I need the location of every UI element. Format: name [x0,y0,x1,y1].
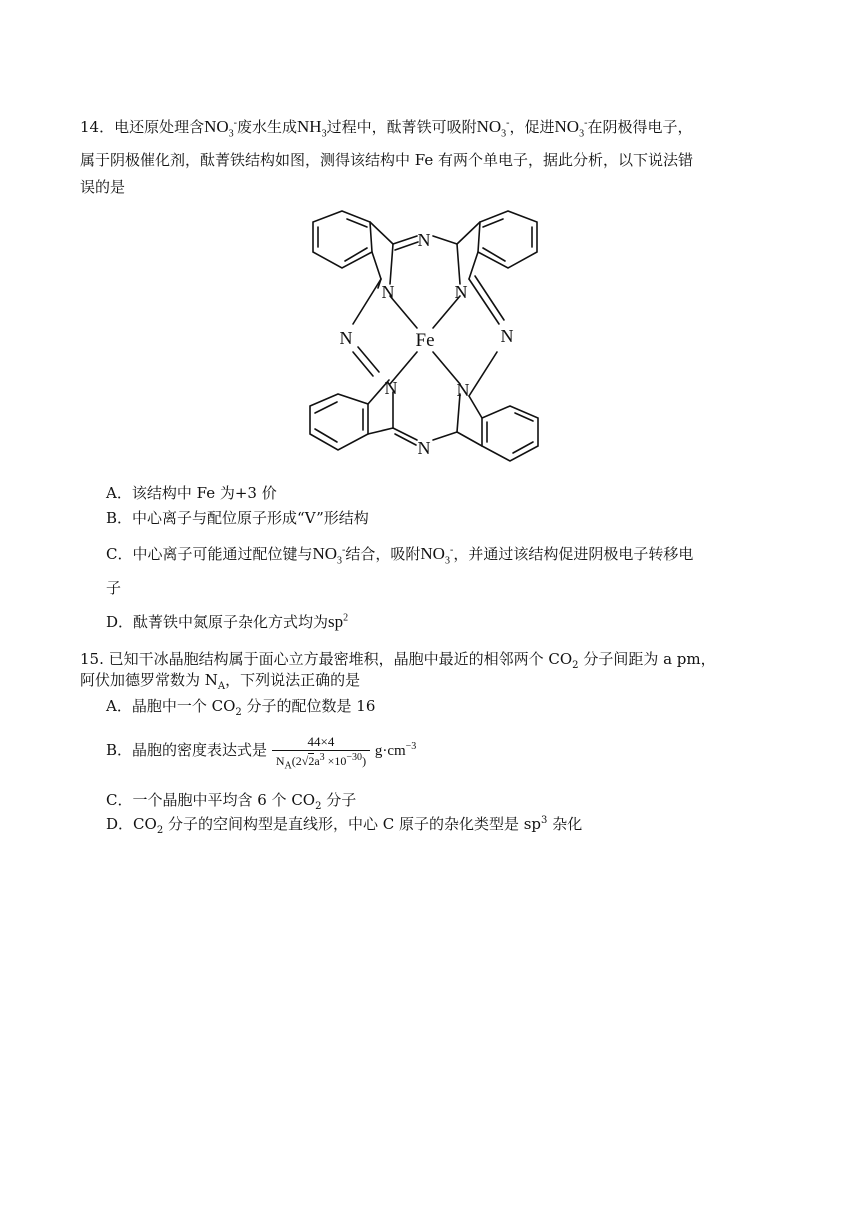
q14-line2: 属于阴极催化剂，酞菁铁结构如图，测得该结构中 Fe 有两个单电子，据此分析，以下说法错 [80,151,694,169]
nitrate-formula: $NO_3^-$ [420,544,454,567]
q14-option-b: B．中心离子与配位原子形成“V”形结构 [106,509,369,527]
q15-option-c: C．一个晶胞中平均含 6 个 $CO_2$ 分子 [106,791,357,812]
nitrate-formula: $NO_3^-$ [312,544,346,567]
ammonia-formula: $NH_3$ [297,117,327,140]
nitrate-formula: $NO_3^-$ [204,117,238,140]
q14-number: 14． [80,118,115,136]
q15-option-b: B．晶胞的密度表达式是 $\frac{44\times 4}{N_A(2√2a^3 \times 10^{-30})}$ $g\cdot cm^{-3}$ [106,733,417,771]
q15-option-a: A．晶胞中一个 $CO_2$ 分子的配位数是 16 [106,697,376,718]
n-atom-label: N [456,380,470,400]
density-unit: $g\cdot cm^{-3}$ [374,741,417,759]
q15-line2: 阿伏加德罗常数为 $N_A$，下列说法正确的是 [80,671,361,692]
n-atom-label: N [339,328,353,348]
n-atom-label: N [500,326,514,346]
q14-option-c: C．中心离子可能通过配位键与$NO_3^-$结合，吸附$NO_3^-$，并通过该结构促进阴极电子转移电 [106,544,694,567]
n-atom-label: N [384,378,398,398]
q15-line1: 15. 已知干冰晶胞结构属于面心立方最密堆积，晶胞中最近的相邻两个 $CO_2$ 分子间距为 a pm， [80,650,716,671]
nitrate-formula: $NO_3^-$ [554,117,588,140]
q14-option-a: A．该结构中 Fe 为+3 价 [106,484,277,502]
q14-option-c-wrap: 子 [106,579,122,597]
q14-line3: 误的是 [80,178,126,196]
nitrate-formula: $NO_3^-$ [476,117,510,140]
q14-option-d: D．酞菁铁中氮原子杂化方式均为$sp^2$ [106,612,349,631]
sp2-label: $sp^2$ [328,612,349,631]
n-atom-label: N [417,230,431,250]
q15-option-d: D．$CO_2$ 分子的空间构型是直线形，中心 C 原子的杂化类型是 $sp^3$ 杂化 [106,815,583,836]
n-atom-label: N [381,282,395,302]
iron-phthalocyanine-structure [285,206,565,468]
density-fraction: $\frac{44\times 4}{N_A(2√2a^3 \times 10^{-30})}$ [272,734,370,769]
n-atom-label: N [417,438,431,458]
n-atom-label: N [454,282,468,302]
q14-line1: 14．电还原处理含$NO_3^-$废水生成$NH_3$过程中，酞菁铁可吸附$NO_3^-$，促进$NO_3^-$在阴极得电子， [80,117,693,140]
fe-atom-label: Fe [415,330,435,351]
